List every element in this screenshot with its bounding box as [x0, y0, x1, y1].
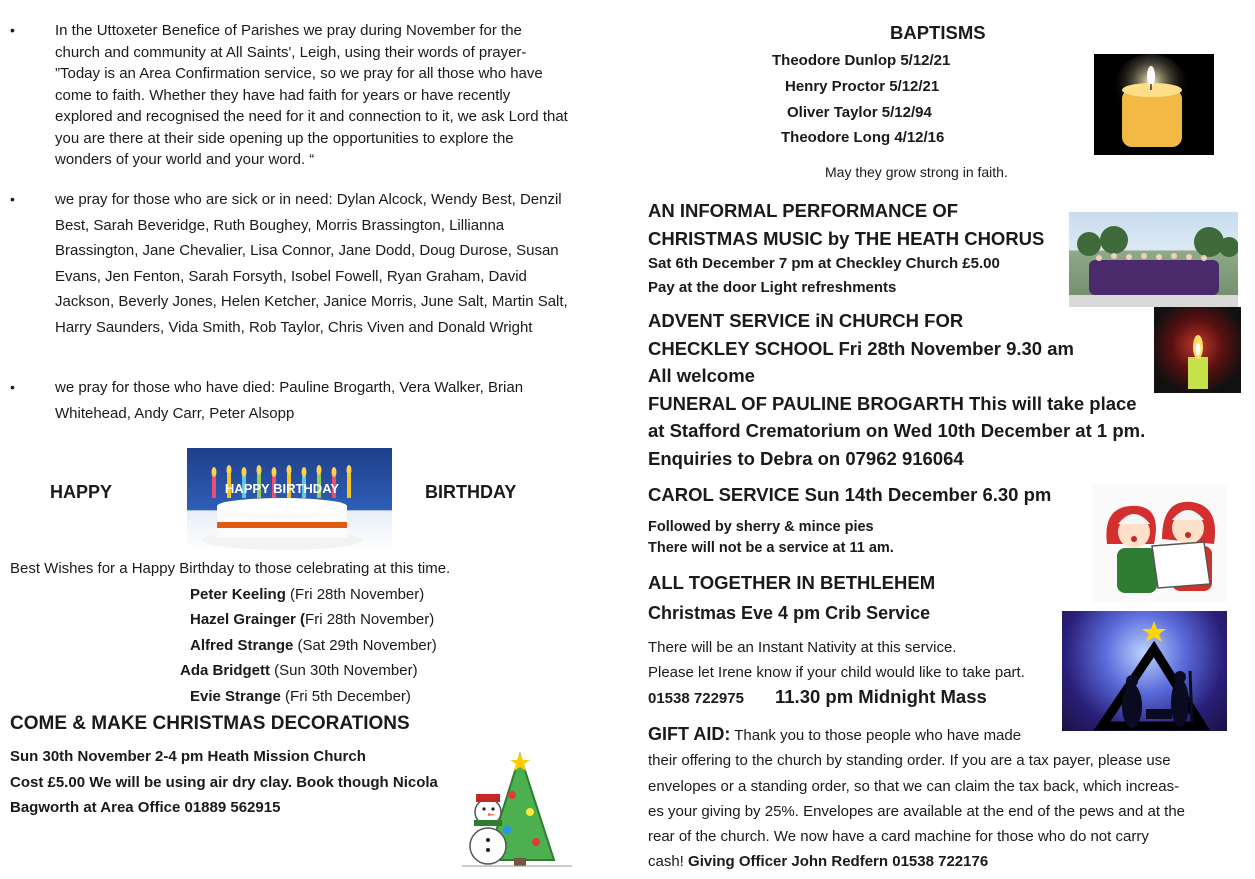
- birthday-label: BIRTHDAY: [425, 482, 517, 502]
- birthday-name: Peter Keeling: [190, 586, 286, 603]
- gift-aid-line: Thank you to those people who have made: [730, 727, 1022, 744]
- candle-icon: [1188, 335, 1208, 389]
- baptisms-title: BAPTISMS: [890, 22, 986, 43]
- candle-photo: [1094, 54, 1214, 155]
- advent-line: ADVENT SERVICE iN CHURCH FOR: [648, 310, 964, 331]
- birthday-intro: Best Wishes for a Happy Birthday to those celebrating at this time.: [10, 560, 451, 577]
- bullet-icon: •: [10, 379, 15, 395]
- snowman-tree-image: [462, 750, 572, 870]
- performance-line: CHRISTMAS MUSIC by THE HEATH CHORUS: [648, 227, 1045, 249]
- baptism-blessing: May they grow strong in faith.: [825, 164, 1008, 180]
- gift-aid-line: envelopes or a standing order, so that we can claim the tax back, which increas-: [648, 777, 1180, 795]
- birthday-date: (Sun 30th November): [270, 662, 418, 679]
- birthday-cake-image: [187, 448, 392, 551]
- bullet-icon: •: [10, 22, 15, 38]
- prayer-died-item: [10, 375, 570, 426]
- performance-line: Pay at the door Light refreshments: [648, 279, 897, 296]
- birthday-name: Alfred Strange: [190, 637, 294, 654]
- prayer-died-text: we pray for those who have died: Pauline Brogarth, Vera Walker, Brian Whitehead, Andy Carr, Peter Alsopp: [55, 379, 524, 422]
- bethlehem-phone: 01538 722975: [648, 690, 744, 707]
- gift-aid-line: rear of the church. We now have a card machine for those who do not carry: [648, 828, 1149, 846]
- baptism-entry: Oliver Taylor 5/12/94: [787, 104, 932, 121]
- bethlehem-line: Please let Irene know if your child would like to take part.: [648, 664, 1025, 681]
- prayer-sick-text: we pray for those who are sick or in need: Dylan Alcock, Wendy Best, Denzil Best, Sarah Beveridge, Ruth Boughey, Morris Brassington, Lillianna Brassington, Jane Chevalier, Lisa Connor, Jane Dodd, Doug Durose, Susan Evans, Jen Fenton, Sarah Forsyth, Isobel Fowell, Ryan Graham, David Jackson, Beverly Jones, Helen Ketcher, Janice Morris, June Salt, Martin Salt, Harry Saunders, Vida Smith, Rob Taylor, Chris Viven and Donald Wright: [55, 191, 568, 336]
- birthday-date: (Sat 29th November): [293, 637, 437, 654]
- decorations-line: Sun 30th November 2-4 pm Heath Mission Church: [10, 748, 366, 765]
- cake-banner-text: HAPPY BIRTHDAY: [224, 481, 340, 496]
- gift-aid-label: GIFT AID:: [648, 724, 731, 744]
- bethlehem-line: There will be an Instant Nativity at this service.: [648, 639, 957, 656]
- midnight-mass: 11.30 pm Midnight Mass: [775, 686, 987, 707]
- decorations-title: COME & MAKE CHRISTMAS DECORATIONS: [10, 713, 410, 734]
- advent-section: [648, 307, 1145, 472]
- bethlehem-subtitle: Christmas Eve 4 pm Crib Service: [648, 603, 931, 623]
- advent-line: CHECKLEY SCHOOL Fri 28th November 9.30 am: [648, 337, 1074, 359]
- birthday-name: Evie Strange: [190, 688, 281, 705]
- baptism-entry: Theodore Long 4/12/16: [781, 129, 945, 146]
- performance-line: AN INFORMAL PERFORMANCE OF: [648, 200, 959, 221]
- birthday-name: Hazel Grainger (: [190, 611, 306, 628]
- gift-aid-line: cash!: [648, 853, 689, 871]
- funeral-line: FUNERAL OF PAULINE BROGARTH This will take place: [648, 392, 1137, 414]
- bethlehem-details: [648, 635, 1025, 685]
- nativity-image: [1062, 611, 1227, 731]
- birthday-date: (Fri 5th December): [280, 688, 411, 705]
- carol-details: [648, 517, 894, 559]
- birthday-entry: [190, 582, 424, 608]
- gift-aid-line: their offering to the church by standing order. If you are a tax payer, please use: [648, 752, 1171, 770]
- nativity-icon: [1102, 621, 1202, 728]
- prayer-intro-text: In the Uttoxeter Benefice of Parishes we pray during November for the church and community at All Saints', Leigh, using their words of prayer- ”Today is an Area Confirmation service, so we pray for all those who have come to faith. Whether they have had faith for years or have recently explored and recognised the need for it and connection to it, we ask Lord that you are there at their side opening up the opportunities to explore the wonders of your world and your word. “: [55, 22, 568, 168]
- choir-photo: [1069, 212, 1238, 307]
- choir-group-icon: [1089, 260, 1219, 295]
- performance-details: [648, 252, 1000, 300]
- baptism-entry: Theodore Dunlop 5/12/21: [772, 52, 951, 69]
- decorations-line: Bagworth at Area Office 01889 562915: [10, 799, 281, 816]
- funeral-line: at Stafford Crematorium on Wed 10th December at 1 pm.: [648, 420, 1146, 441]
- birthday-entry: [190, 633, 437, 659]
- birthday-date: Fri 28th November): [305, 611, 435, 628]
- carol-singers-image: [1092, 484, 1227, 602]
- advent-candle-photo: [1154, 307, 1241, 393]
- prayer-sick-item: [10, 187, 570, 340]
- performance-line: Sat 6th December 7 pm at Checkley Church £5.00: [648, 255, 1000, 272]
- prayer-intro-item: [10, 20, 570, 171]
- decorations-line: Cost £5.00 We will be using air dry clay. Book though Nicola: [10, 773, 438, 791]
- decorations-details: [10, 744, 438, 821]
- bullet-icon: •: [10, 191, 15, 207]
- baptism-entry: Henry Proctor 5/12/21: [785, 78, 940, 95]
- birthday-entry: [190, 684, 411, 710]
- happy-label: HAPPY: [50, 482, 113, 502]
- birthday-name: Ada Bridgett: [180, 662, 270, 679]
- carol-line: There will not be a service at 11 am.: [648, 540, 894, 556]
- carol-line: Followed by sherry & mince pies: [648, 519, 874, 535]
- advent-line: All welcome: [648, 365, 755, 386]
- carol-singers-icon: [1106, 502, 1215, 593]
- giving-officer: Giving Officer John Redfern 01538 722176: [688, 853, 989, 871]
- trees-icon: [1077, 226, 1238, 257]
- gift-aid-line: es your giving by 25%. Envelopes are available at the end of the pews and at the: [648, 802, 1186, 820]
- gift-aid-section: [648, 722, 1248, 875]
- candle-icon: [1111, 54, 1191, 147]
- bethlehem-title: ALL TOGETHER IN BETHLEHEM: [648, 572, 936, 593]
- birthday-entry: [190, 607, 434, 633]
- birthday-date: (Fri 28th November): [285, 586, 425, 603]
- funeral-line: Enquiries to Debra on 07962 916064: [648, 447, 964, 469]
- birthday-entry: [180, 658, 418, 684]
- carol-title: CAROL SERVICE Sun 14th December 6.30 pm: [648, 484, 1052, 505]
- performance-heading: [648, 197, 1044, 252]
